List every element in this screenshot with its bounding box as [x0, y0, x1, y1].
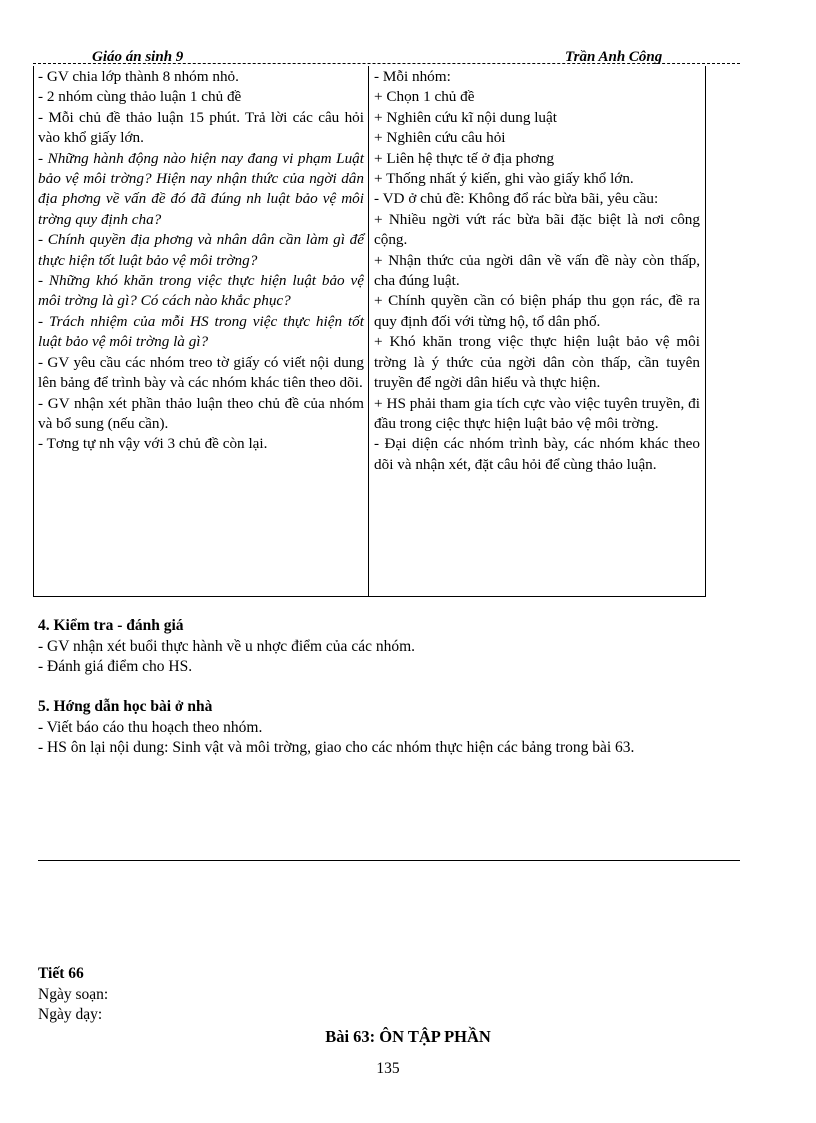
- header-right: Trần Anh Công: [565, 49, 663, 65]
- discussion-question: - Trách nhiệm của mỗi HS trong việc thực hiện tốt luật bảo vệ môi trờng là gì?: [38, 312, 364, 351]
- section-homework: [38, 697, 740, 759]
- student-item: + Chọn 1 chủ đề: [374, 88, 475, 106]
- section-line: - Đánh giá điểm cho HS.: [38, 658, 193, 675]
- section-line: - Viết báo cáo thu hoạch theo nhóm.: [38, 718, 263, 736]
- student-item: + Nhiều ngời vứt rác bừa bãi đặc biệt là nơi công cộng.: [374, 210, 700, 249]
- section-title: 5. Hớng dẫn học bài ở nhà: [38, 698, 213, 715]
- teacher-item: - GV yêu cầu các nhóm treo tờ giấy có viết nội dung lên bảng để trình bày và các nhóm khác tiên theo dõi.: [38, 353, 364, 392]
- teacher-item: - Mỗi chủ đề thảo luận 15 phút. Trả lời các câu hỏi vào khổ giấy lớn.: [38, 108, 364, 147]
- teacher-item: - 2 nhóm cùng thảo luận 1 chủ đề: [38, 88, 242, 106]
- section-line: - HS ôn lại nội dung: Sinh vật và môi trờng, giao cho các nhóm thực hiện các bảng trong bài 63.: [38, 739, 635, 756]
- section-title: 4. Kiểm tra - đánh giá: [38, 617, 184, 634]
- student-item: + Nhận thức của ngời dân về vấn đề này còn thấp, cha đúng luật.: [374, 251, 700, 290]
- student-activities-column: [374, 67, 700, 475]
- section-line: - GV nhận xét buổi thực hành về u nhợc điểm của các nhóm.: [38, 637, 416, 655]
- discussion-question: - Những khó khăn trong việc thực hiện luật bảo vệ môi trờng là gì? Có cách nào khắc phục?: [38, 272, 364, 310]
- next-lesson-info: [38, 964, 108, 1026]
- lesson-title: Bài 63: ÔN TẬP PHẦN: [325, 1027, 491, 1046]
- activity-table: [33, 66, 706, 597]
- student-item: + Chính quyền cần có biện pháp thu gọn rác, đề ra quy định đối với từng hộ, tổ dân phố.: [374, 292, 700, 330]
- discussion-question: - Chính quyền địa phơng và nhân dân cần làm gì để thực hiện tốt luật bảo vệ môi trờng?: [38, 231, 364, 269]
- student-item: + Khó khăn trong việc thực hiện luật bảo vệ môi trờng là ý thức của ngời dân còn thấp, cần tuyên truyền để ngời dân hiểu và thực hiện.: [374, 333, 700, 392]
- header-divider: [33, 63, 740, 64]
- student-item: - VD ở chủ đề: Không đổ rác bừa bãi, yêu cầu:: [374, 190, 659, 208]
- section-assessment: [38, 616, 740, 678]
- teacher-item: - Tơng tự nh vậy với 3 chủ đề còn lại.: [38, 435, 268, 453]
- table-column-divider: [368, 66, 369, 596]
- student-item: + Nghiên cứu kĩ nội dung luật: [374, 108, 557, 126]
- student-item: - Mỗi nhóm:: [374, 68, 451, 85]
- prep-date: Ngày soạn:: [38, 985, 109, 1003]
- discussion-question: - Những hành động nào hiện nay đang vi phạm Luật bảo vệ môi trờng? Hiện nay nhận thức của ngời dân địa phơng về vấn đề đó đã đúng nh luật bảo vệ môi trờng quy định cha?: [38, 149, 364, 228]
- teach-date: Ngày dạy:: [38, 1006, 103, 1023]
- page-number: 135: [376, 1060, 400, 1077]
- student-item: + Liên hệ thực tế ở địa phơng: [374, 149, 555, 167]
- teacher-item: - GV nhận xét phần thảo luận theo chủ đề của nhóm và bổ sung (nếu cần).: [38, 394, 364, 432]
- student-item: + Thống nhất ý kiến, ghi vào giấy khổ lớn.: [374, 170, 634, 188]
- student-item: + HS phải tham gia tích cực vào việc tuyên truyền, đi đầu trong ciệc thực hiện luật bảo vệ môi trờng.: [374, 394, 700, 432]
- page-divider: [38, 860, 740, 861]
- lesson-period: Tiết 66: [38, 965, 84, 982]
- student-item: - Đại diện các nhóm trình bày, các nhóm khác theo dõi và nhận xét, đặt câu hỏi để cùng thảo luận.: [374, 435, 700, 473]
- student-item: + Nghiên cứu câu hỏi: [374, 129, 506, 147]
- teacher-item: - GV chia lớp thành 8 nhóm nhỏ.: [38, 68, 239, 85]
- teacher-activities-column: [38, 67, 364, 455]
- header-left: Giáo án sinh 9: [92, 49, 184, 65]
